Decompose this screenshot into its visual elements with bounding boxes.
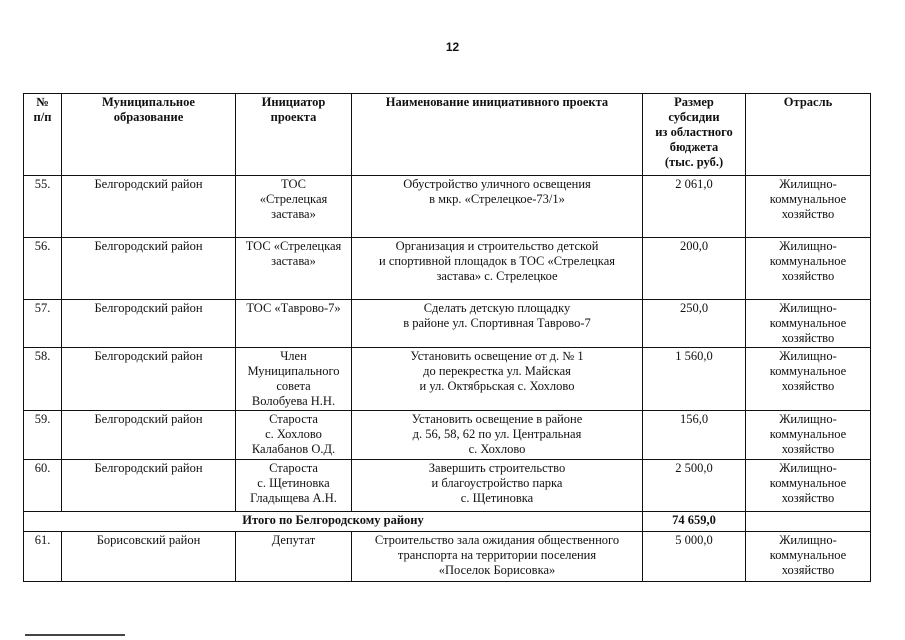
row-subsidy: 2 500,0 (643, 460, 746, 512)
row-subsidy: 1 560,0 (643, 348, 746, 411)
row-project: Установить освещение в районе д. 56, 58, 62 по ул. Центральная с. Хохлово (352, 411, 643, 460)
row-municipality: Белгородский район (62, 411, 236, 460)
row-project: Обустройство уличного освещения в мкр. «Стрелецкое-73/1» (352, 176, 643, 238)
total-value: 74 659,0 (643, 512, 746, 532)
row-municipality: Белгородский район (62, 348, 236, 411)
table-row (24, 532, 871, 582)
table-row (24, 176, 871, 238)
row-initiator: ТОС «Стрелецкая застава» (236, 238, 352, 300)
row-project: Установить освещение от д. № 1 до перекрестка ул. Майская и ул. Октябрьская с. Хохлово (352, 348, 643, 411)
row-subsidy: 5 000,0 (643, 532, 746, 582)
scan-edge-mark (25, 634, 125, 636)
header-subsidy: Размер субсидии из областного бюджета (тыс. руб.) (643, 94, 746, 176)
row-subsidy: 2 061,0 (643, 176, 746, 238)
row-num: 57. (24, 300, 62, 348)
row-initiator: Депутат (236, 532, 352, 582)
header-project: Наименование инициативного проекта (352, 94, 643, 176)
table-row (24, 411, 871, 460)
total-label: Итого по Белгородскому району (24, 512, 643, 532)
row-subsidy: 250,0 (643, 300, 746, 348)
row-subsidy: 200,0 (643, 238, 746, 300)
row-project: Сделать детскую площадку в районе ул. Спортивная Таврово-7 (352, 300, 643, 348)
row-municipality: Белгородский район (62, 176, 236, 238)
subsidy-table (23, 93, 871, 582)
table-header-row (24, 94, 871, 176)
header-sector: Отрасль (746, 94, 871, 176)
row-num: 60. (24, 460, 62, 512)
page-number: 12 (445, 40, 460, 54)
row-num: 58. (24, 348, 62, 411)
row-initiator: Староста с. Хохлово Калабанов О.Д. (236, 411, 352, 460)
row-subsidy: 156,0 (643, 411, 746, 460)
total-empty (746, 512, 871, 532)
row-municipality: Белгородский район (62, 238, 236, 300)
row-municipality: Белгородский район (62, 300, 236, 348)
row-sector: Жилищно- коммунальное хозяйство (746, 411, 871, 460)
row-sector: Жилищно- коммунальное хозяйство (746, 176, 871, 238)
table-row (24, 460, 871, 512)
row-sector: Жилищно- коммунальное хозяйство (746, 300, 871, 348)
row-municipality: Белгородский район (62, 460, 236, 512)
header-municipality: Муниципальное образование (62, 94, 236, 176)
row-initiator: Член Муниципального совета Волобуева Н.Н. (236, 348, 352, 411)
row-initiator: ТОС «Таврово-7» (236, 300, 352, 348)
row-initiator: Староста с. Щетиновка Гладыщева А.Н. (236, 460, 352, 512)
row-num: 61. (24, 532, 62, 582)
header-num: № п/п (24, 94, 62, 176)
row-num: 59. (24, 411, 62, 460)
row-sector: Жилищно- коммунальное хозяйство (746, 532, 871, 582)
table-row (24, 238, 871, 300)
row-municipality: Борисовский район (62, 532, 236, 582)
row-sector: Жилищно- коммунальное хозяйство (746, 348, 871, 411)
row-sector: Жилищно- коммунальное хозяйство (746, 460, 871, 512)
header-initiator: Инициатор проекта (236, 94, 352, 176)
table-row (24, 348, 871, 411)
row-sector: Жилищно- коммунальное хозяйство (746, 238, 871, 300)
row-num: 56. (24, 238, 62, 300)
row-project: Завершить строительство и благоустройство парка с. Щетиновка (352, 460, 643, 512)
row-project: Организация и строительство детской и спортивной площадок в ТОС «Стрелецкая застава» с. Стрелецкое (352, 238, 643, 300)
table-row (24, 300, 871, 348)
row-project: Строительство зала ожидания общественного транспорта на территории поселения «Поселок Борисовка» (352, 532, 643, 582)
row-initiator: ТОС «Стрелецкая застава» (236, 176, 352, 238)
row-num: 55. (24, 176, 62, 238)
total-row (24, 512, 871, 532)
